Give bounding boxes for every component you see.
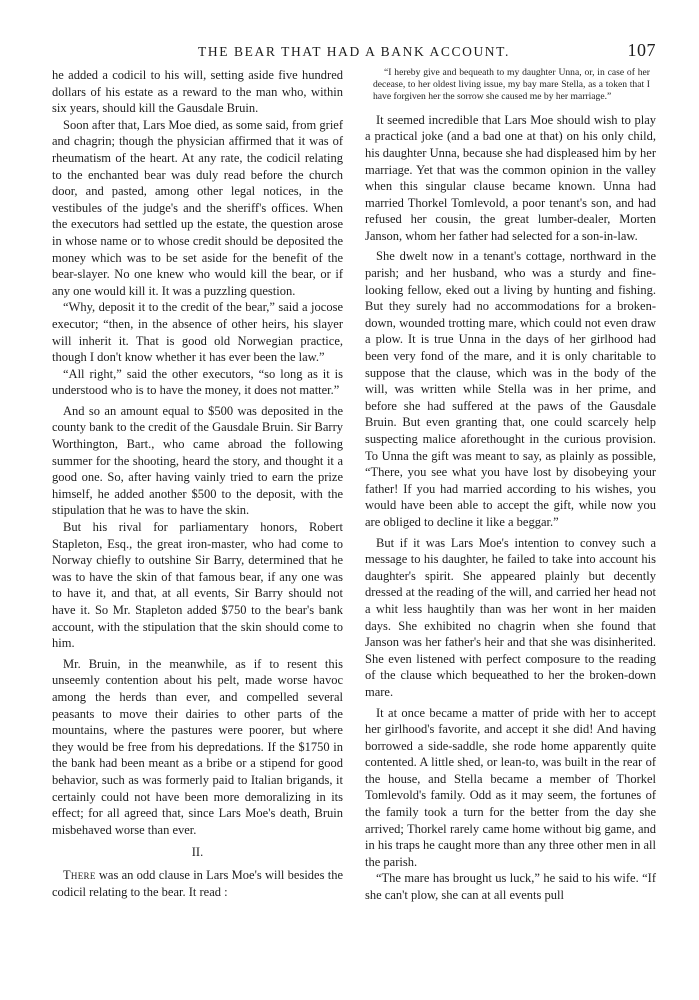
paragraph: It at once became a matter of pride with her to accept her girlhood's favorite, and accept it she did! And having borrowed a side-saddle, she rode home apparently quite contented. A little shed, or lean-to, was built in the rear of the house, and Stella became a member of Thorkel Tomlevold's family. Odd as it may seem, the fortunes of the family took a turn for the better from the day she arrived; Thorkel rarely came home without big game, and in his traps he caught more than any three other men in all the parish.: [365, 705, 656, 869]
paragraph: “Why, deposit it to the credit of the bear,” said a jocose executor; “then, in the absence of other heirs, his slayer will inherit it. That is good old Norwegian practice, though I don't know whether it has ever been the law.”: [52, 300, 343, 365]
paragraph: It seemed incredible that Lars Moe should wish to play a practical joke (and a bad one at that) on his only child, his daughter Unna, because she had displeased him by her marriage. Yet that was the common opinion in the valley when this singular clause became known. Unna had married Thorkel Tomlevold, a poor tenant's son, and had refused her cousin, the great lumber-dealer, Morten Janson, whom her father had selected for a son-in-law.: [365, 112, 656, 243]
paragraph: Mr. Bruin, in the meanwhile, as if to resent this unseemly contention about his pelt, made worse havoc among the herds than ever, and compelled several peasants to move their dairies to other parts of the mountains, where the pastures were poorer, but where they would be free from his depredations. If the $1750 in the bank had been meant as a bribe or a stipend for good behavior, such as was formerly paid to Italian brigands, it certainly could not have been more demoralizing in its effect; for all agreed that, since Lars Moe's death, Bruin misbehaved worse than ever.: [52, 656, 343, 837]
section-heading: II.: [191, 845, 204, 860]
page-number: 107: [627, 40, 656, 60]
paragraph: She dwelt now in a tenant's cottage, northward in the parish; and her husband, who was a sturdy and fine-looking fellow, eked out a living by hunting and fishing. But they surely had no accommodations for a broken-down, wounded trotting mare, which could not even draw a plow. It is true Unna in the days of her girlhood had been very fond of the mare, and it is only charitable to suppose that the clause, which was in the body of the will, was written while Stella was in her prime, and before she had suffered at the paws of the Gausdale Bruin. But even granting that, one could scarcely help suspecting malice aforethought in the curious provision. To Unna the gift was meant to say, as plainly as possible, “There, you see what you have lost by disobeying your father! If you had married according to his wishes, you would have been able to accept the gift, while now you are obliged to decline it like a beggar.”: [365, 249, 656, 529]
paragraph: [52, 867, 343, 900]
left-column: [52, 67, 343, 900]
right-column: [365, 67, 656, 904]
lead-word: There: [63, 867, 96, 882]
spacer: [365, 103, 656, 112]
paragraph: Soon after that, Lars Moe died, as some said, from grief and chagrin; though the physician affirmed that it was of rheumatism of the heart. At any rate, the codicil relating to the enchanted bear was duly read before the church door, and pasted, among other legal notices, in the vestibules of the judge's and the sheriff's offices. When the executors had settled up the estate, the question arose in whose name or to whose credit should be deposited the money which was to be set aside for the benefit of the bear-slayer. No one knew who would kill the bear, or if any one would kill it. It was a puzzling question.: [52, 117, 343, 298]
paragraph: he added a codicil to his will, setting aside five hundred dollars of his estate as a reward to the man who, within six years, should kill the Gausdale Bruin.: [52, 68, 343, 116]
page-header: [52, 40, 656, 64]
paragraph: And so an amount equal to $500 was deposited in the county bank to the credit of the Gausdale Bruin. Sir Barry Worthington, Bart., who came abroad the following summer for the shooting, heard the story, and thought it a good one. So, after having vainly tried to earn the prize himself, he added another $500 to the deposit, with the stipulation that he was to have the skin.: [52, 403, 343, 518]
paragraph: But if it was Lars Moe's intention to convey such a message to his daughter, he failed to take into account his daughter's spirit. She appeared plainly but decently dressed at the reading of the will, and carried her head not a whit less haughtily than was her wont in her maiden days. She exhibited no chagrin when she found that Janson was her father's heir and that she was disinherited. She even listened with perfect composure to the reading of the clause which bequeathed to her the broken-down mare.: [365, 535, 656, 699]
paragraph: But his rival for parliamentary honors, Robert Stapleton, Esq., the great iron-master, who had come to Norway chiefly to outshine Sir Barry, determined that he was to have the skin of that famous bear, if any one was to have it, and that, at all events, Sir Barry should not have it. So Mr. Stapleton added $750 to the bear's bank account, with the stipulation that the skin should come to him.: [52, 520, 343, 651]
running-head: THE BEAR THAT HAD A BANK ACCOUNT.: [198, 44, 510, 59]
will-quotation: “I hereby give and bequeath to my daughter Unna, or, in case of her decease, to her oldest living issue, my bay mare Stella, as a token that I have forgiven her the sorrow she caused me by her marriage.”: [373, 67, 650, 102]
paragraph: “The mare has brought us luck,” he said to his wife. “If she can't plow, she can at all events pull: [365, 871, 656, 903]
paragraph: “All right,” said the other executors, “so long as it is understood who is to have the money, it does not matter.”: [52, 366, 343, 398]
paragraph-text: was an odd clause in Lars Moe's will besides the codicil relating to the bear. It read :: [52, 867, 343, 899]
